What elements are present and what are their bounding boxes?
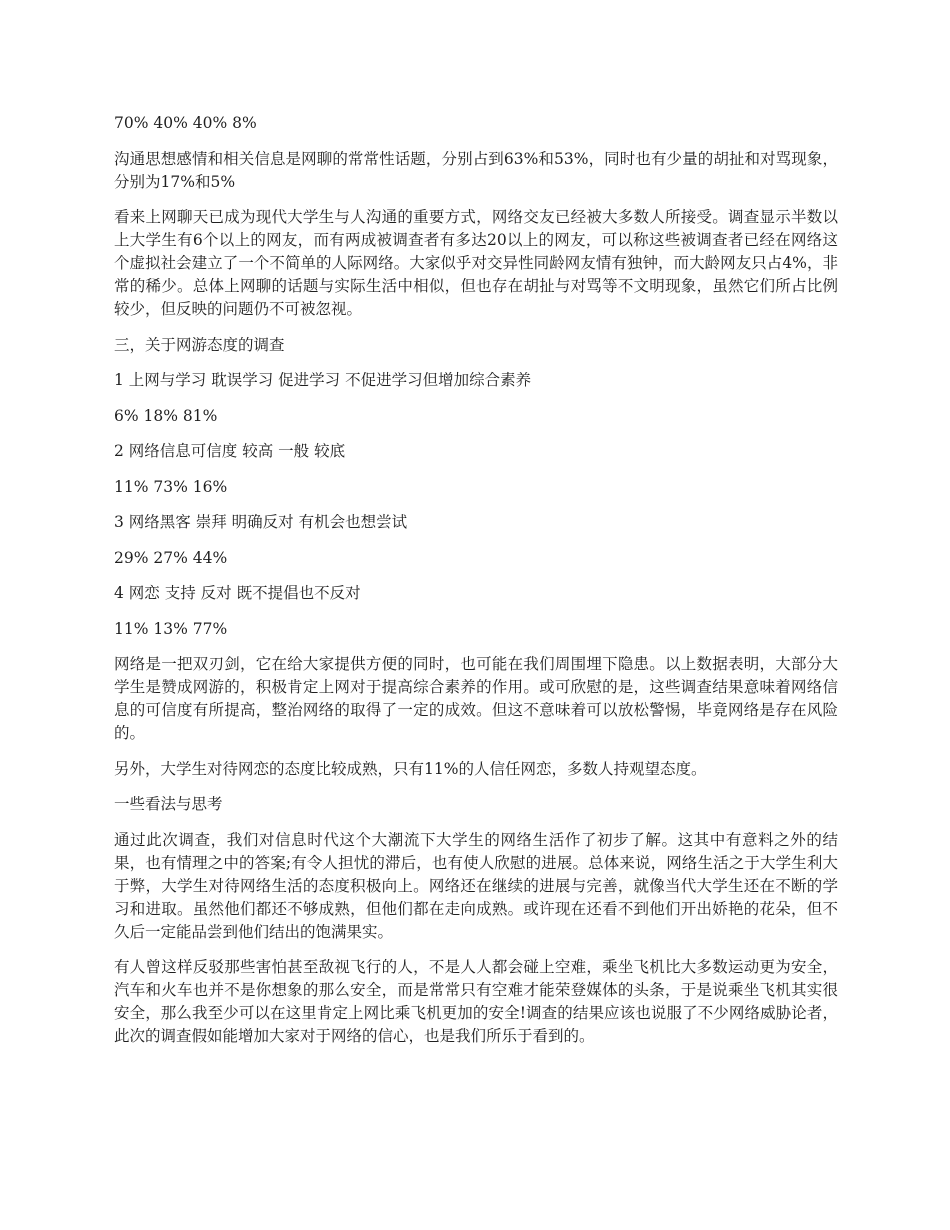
section-heading-thoughts: 一些看法与思考 [114,795,223,813]
survey-question-study: 1 上网与学习 耽误学习 促进学习 不促进学习但增加综合素养 [114,371,532,389]
survey-result-study: 6% 18% 81% [114,406,218,425]
paragraph-flight-analogy: 有人曾这样反驳那些害怕甚至敌视飞行的人，不是人人都会碰上空难，乘坐飞机比大多数运动更为安全，汽车和火车也并不是你想象的那么安全，而是常常只有空难才能荣登媒体的头条，于是说乘坐飞机其实很安全，那么我至少可以在这里肯定上网比乘飞机更加的安全!调查的结果应该也说服了不少网络威胁论者，此次的调查假如能增加大家对于网络的信心，也是我们所乐于看到的。 [114,958,838,1045]
paragraph-online-friends: 看来上网聊天已成为现代大学生与人沟通的重要方式，网络交友已经被大多数人所接受。调查显示半数以上大学生有6个以上的网友，而有两成被调查者有多达20以上的网友，可以称这些被调查者已经在网络这个虚拟社会建立了一个不简单的人际网络。大家似乎对交异性同龄网友情有独钟，而大龄网友只占4%，非常的稀少。总体上网聊的话题与实际生活中相似，但也存在胡扯与对骂等不文明现象，虽然它们所占比例较少，但反映的问题仍不可被忽视。 [114,208,838,318]
paragraph-chat-topics: 沟通思想感情和相关信息是网聊的常常性话题，分别占到63%和53%，同时也有少量的胡扯和对骂现象，分别为17%和5% [114,149,838,191]
survey-question-credibility: 2 网络信息可信度 较高 一般 较底 [114,442,346,460]
survey-question-online-romance: 4 网恋 支持 反对 既不提倡也不反对 [114,584,361,602]
survey-result-hackers: 29% 27% 44% [114,548,228,567]
document-page [114,112,838,1061]
paragraph-double-edged-sword: 网络是一把双刃剑，它在给大家提供方便的同时，也可能在我们周围埋下隐患。以上数据表明，大部分大学生是赞成网游的，积极肯定上网对于提高综合素养的作用。或可欣慰的是，这些调查结果意味着网络信息的可信度有所提高，整治网络的取得了一定的成效。但这不意味着可以放松警惕，毕竟网络是存在风险的。 [114,655,838,742]
paragraph-romance-attitude: 另外，大学生对待网恋的态度比较成熟，只有11%的人信任网恋，多数人持观望态度。 [114,759,707,778]
section-heading-attitude-survey: 三，关于网游态度的调查 [114,335,285,354]
survey-result-credibility: 11% 73% 16% [114,477,228,496]
survey-result-online-romance: 11% 13% 77% [114,619,228,638]
survey-question-hackers: 3 网络黑客 崇拜 明确反对 有机会也想尝试 [114,513,408,531]
paragraph-conclusion: 通过此次调查，我们对信息时代这个大潮流下大学生的网络生活作了初步了解。这其中有意料之外的结果，也有情理之中的答案;有令人担忧的滞后，也有使人欣慰的进展。总体来说，网络生活之于大学生利大于弊，大学生对待网络生活的态度积极向上。网络还在继续的进展与完善，就像当代大学生还在不断的学习和进取。虽然他们都还不够成熟，但他们都在走向成熟。或许现在还看不到他们开出娇艳的花朵，但不久后一定能品尝到他们结出的饱满果实。 [114,830,838,941]
stat-row-percentages: 70% 40% 40% 8% [114,114,257,132]
